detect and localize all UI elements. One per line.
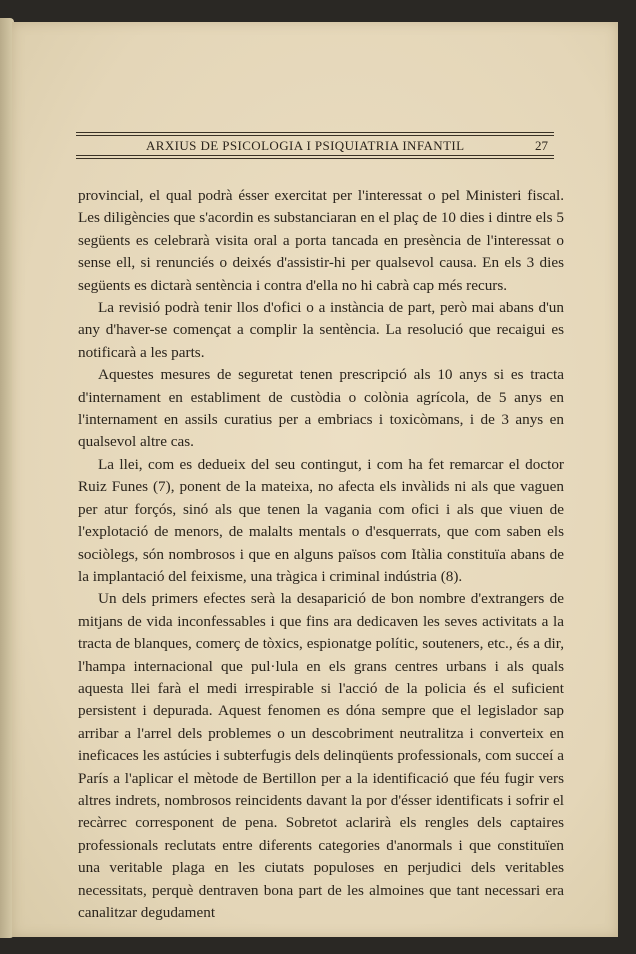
header-rule-bottom — [76, 155, 554, 156]
page-number: 27 — [535, 138, 548, 153]
paragraph-3: Aquestes mesures de seguretat tenen prescripció als 10 anys si es tracta d'internament en establiment de custòdia o colònia agrícola, de 5 anys en l'internament en assils curatius per a embriacs i toxicòmans, i de 3 anys en qualsevol altre cas. — [78, 366, 564, 451]
header-rule-bottom-inner — [76, 158, 554, 159]
paragraph-4: La llei, com es dedueix del seu contingut, i com ha fet remarcar el doctor Ruiz Funes (7), ponent de la mateixa, no afecta els invàlids ni als que vaguen per atur forçós, sinó als que tenen la vagania com ofici i als que viuen de l'explotació de menors, de malalts mentals o d'esquerrats, que com saben els sociòlegs, són nombrosos i que en alguns països com Itàlia constituïa abans de la implantació del feixisme, una tràgica i criminal indústria (8). — [78, 455, 564, 585]
running-header — [76, 132, 554, 160]
journal-title: ARXIUS DE PSICOLOGIA I PSIQUIATRIA INFANTIL — [146, 138, 465, 153]
header-rule-top — [76, 132, 554, 133]
paragraph-5: Un dels primers efectes serà la desaparició de bon nombre d'extrangers de mitjans de vida inconfessables i que fins ara dedicaven les seves activitats a la tracta de blanques, comerç de tòxics, espionatge polític, souteners, etc., és a dir, l'hampa internacional que pul·lula en els grans centres urbans i als quals aquesta llei farà el medi irrespirable si l'acció de la policia és el suficient persistent i depurada. Aquest fenomen es dóna sempre que el legislador sap arribar a l'arrel dels problemes o un descobriment neutralitza i converteix en ineficaces les astúcies i subterfugis dels delinqüents professionals, com succeí a París a l'aplicar el mètode de Bertillon per a la identificació que féu fugir vers altres indrets, nombrosos reincidents davant la por d'ésser identificats i sofrir el recàrrec corresponent de pena. Sobretot aclarirà els rengles dels captaires professionals reclutats entre diferents categories d'anormals i que constituïen una veritable plaga en les ciutats populoses en perjudici dels veritables necessitats, perquè dentraven bona part de les almoines que tant necessari era canalitzar degudament — [78, 590, 564, 921]
paragraph-1: provincial, el qual podrà ésser exercitat per l'interessat o pel Ministeri fiscal. Les diligències que s'acordin es substanciaran en el plaç de 10 dies i dintre els 5 següents es celebrarà visita oral a porta tancada en presència de l'interessat o sense ell, si renunciés o deixés d'assistir-hi per qualsevol causa. En els 3 dies següents es dictarà sentència i contra d'ella no hi cabrà cap més recurs. — [78, 187, 564, 294]
paragraph-2: La revisió podrà tenir llos d'ofici o a instància de part, però mai abans d'un any d'haver-se començat a complir la sentència. La resolució que recaigui es notificarà a les parts. — [78, 299, 564, 361]
body-text — [78, 185, 564, 924]
header-rule-top-inner — [76, 135, 554, 136]
